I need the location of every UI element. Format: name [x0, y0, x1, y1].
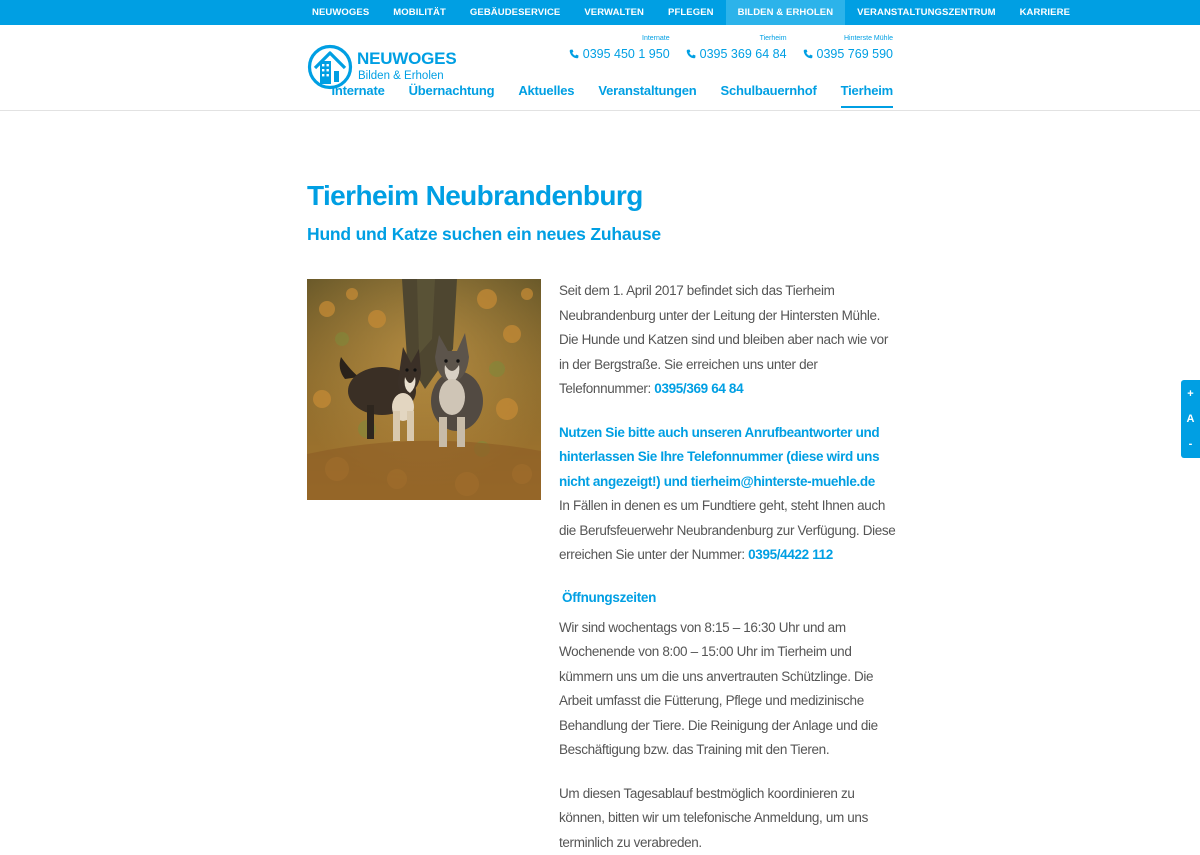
- mainnav-veranstaltungen[interactable]: Veranstaltungen: [598, 83, 696, 108]
- tierheim-phone-link[interactable]: 0395/369 64 84: [654, 381, 743, 396]
- font-size-widget: [1181, 380, 1200, 458]
- contact-phone: 0395 369 64 84: [700, 47, 787, 61]
- topnav-neuwoges[interactable]: NEUWOGES: [300, 0, 381, 25]
- topnav-veranstaltungszentrum[interactable]: VERANSTALTUNGSZENTRUM: [845, 0, 1007, 25]
- intro-text: Seit dem 1. April 2017 befindet sich das Tierheim Neubrandenburg unter der Leitung der Hintersten Mühle. Die Hunde und Katzen sind und bleiben aber nach wie vor in der Bergstraße. Sie erreichen uns unter der Telefonnummer:: [559, 283, 888, 396]
- header-contacts: [569, 34, 893, 61]
- opening-hours-paragraph: Wir sind wochentags von 8:15 – 16:30 Uhr und am Wochenende von 8:00 – 15:00 Uhr im Tierheim und kümmern uns um die uns anvertrauten Schützlinge. Die Arbeit umfasst die Fütterung, Pflege und medizinische Behandlung der Tiere. Die Reinigung der Anlage und die Beschäftigung bzw. das Training mit den Tieren.: [559, 616, 899, 763]
- contact-phone: 0395 450 1 950: [583, 47, 670, 61]
- intro-paragraph: [559, 279, 899, 402]
- top-service-nav: [300, 0, 1082, 25]
- mainnav-uebernachtung[interactable]: Übernachtung: [409, 83, 495, 108]
- mainnav-aktuelles[interactable]: Aktuelles: [518, 83, 574, 108]
- contact-tierheim[interactable]: [686, 34, 787, 61]
- topnav-verwalten[interactable]: VERWALTEN: [572, 0, 656, 25]
- page-title: Tierheim Neubrandenburg: [307, 180, 643, 212]
- feuerwehr-phone-link[interactable]: 0395/4422 112: [748, 547, 833, 562]
- mainnav-schulbauernhof[interactable]: Schulbauernhof: [720, 83, 816, 108]
- contact-internate[interactable]: [569, 34, 670, 61]
- topnav-mobilitaet[interactable]: MOBILITÄT: [381, 0, 458, 25]
- mainnav-tierheim[interactable]: Tierheim: [841, 83, 893, 108]
- fundtiere-paragraph: [559, 494, 899, 568]
- top-service-bar: [0, 0, 1200, 25]
- topnav-karriere[interactable]: KARRIERE: [1008, 0, 1082, 25]
- phone-icon: [803, 49, 813, 59]
- article-body: [559, 279, 899, 855]
- font-increase-button[interactable]: +: [1187, 387, 1193, 401]
- contact-hinterste-muehle[interactable]: [803, 34, 893, 61]
- topnav-bilden-erholen[interactable]: BILDEN & ERHOLEN: [726, 0, 846, 25]
- contact-phone: 0395 769 590: [817, 47, 893, 61]
- mainnav-internate[interactable]: Internate: [332, 83, 385, 108]
- page-subtitle: Hund und Katze suchen ein neues Zuhause: [307, 224, 661, 245]
- logo-subline: Bilden & Erholen: [358, 70, 444, 82]
- phone-icon: [569, 49, 579, 59]
- opening-hours-heading: Öffnungszeiten: [562, 586, 899, 610]
- site-header: [0, 25, 1200, 111]
- appointment-paragraph: Um diesen Tagesablauf bestmöglich koordinieren zu können, bitten wir um telefonische Anmeldung, um uns terminlich zu verabreden.: [559, 782, 899, 855]
- font-reset-button[interactable]: A: [1187, 412, 1195, 426]
- contact-label: Internate: [642, 34, 670, 44]
- fundtiere-text: In Fällen in denen es um Fundtiere geht, steht Ihnen auch die Berufsfeuerwehr Neubrandenburg zur Verfügung. Diese erreichen Sie unter der Nummer:: [559, 498, 895, 562]
- answering-machine-callout: Nutzen Sie bitte auch unseren Anrufbeantworter und hinterlassen Sie Ihre Telefonnummer (diese wird uns nicht angezeigt!) und tierheim@hinterste-muehle.de: [559, 421, 899, 495]
- font-decrease-button[interactable]: -: [1189, 437, 1193, 451]
- topnav-gebaeudeservice[interactable]: GEBÄUDESERVICE: [458, 0, 572, 25]
- logo-wordmark: NEUWOGES: [357, 49, 456, 69]
- contact-label: Tierheim: [760, 34, 787, 44]
- dogs-in-autumn-forest-image: [307, 279, 541, 500]
- dogs-photo: [307, 279, 541, 500]
- phone-icon: [686, 49, 696, 59]
- topnav-pflegen[interactable]: PFLEGEN: [656, 0, 726, 25]
- main-nav: [332, 83, 894, 108]
- contact-label: Hinterste Mühle: [844, 34, 893, 44]
